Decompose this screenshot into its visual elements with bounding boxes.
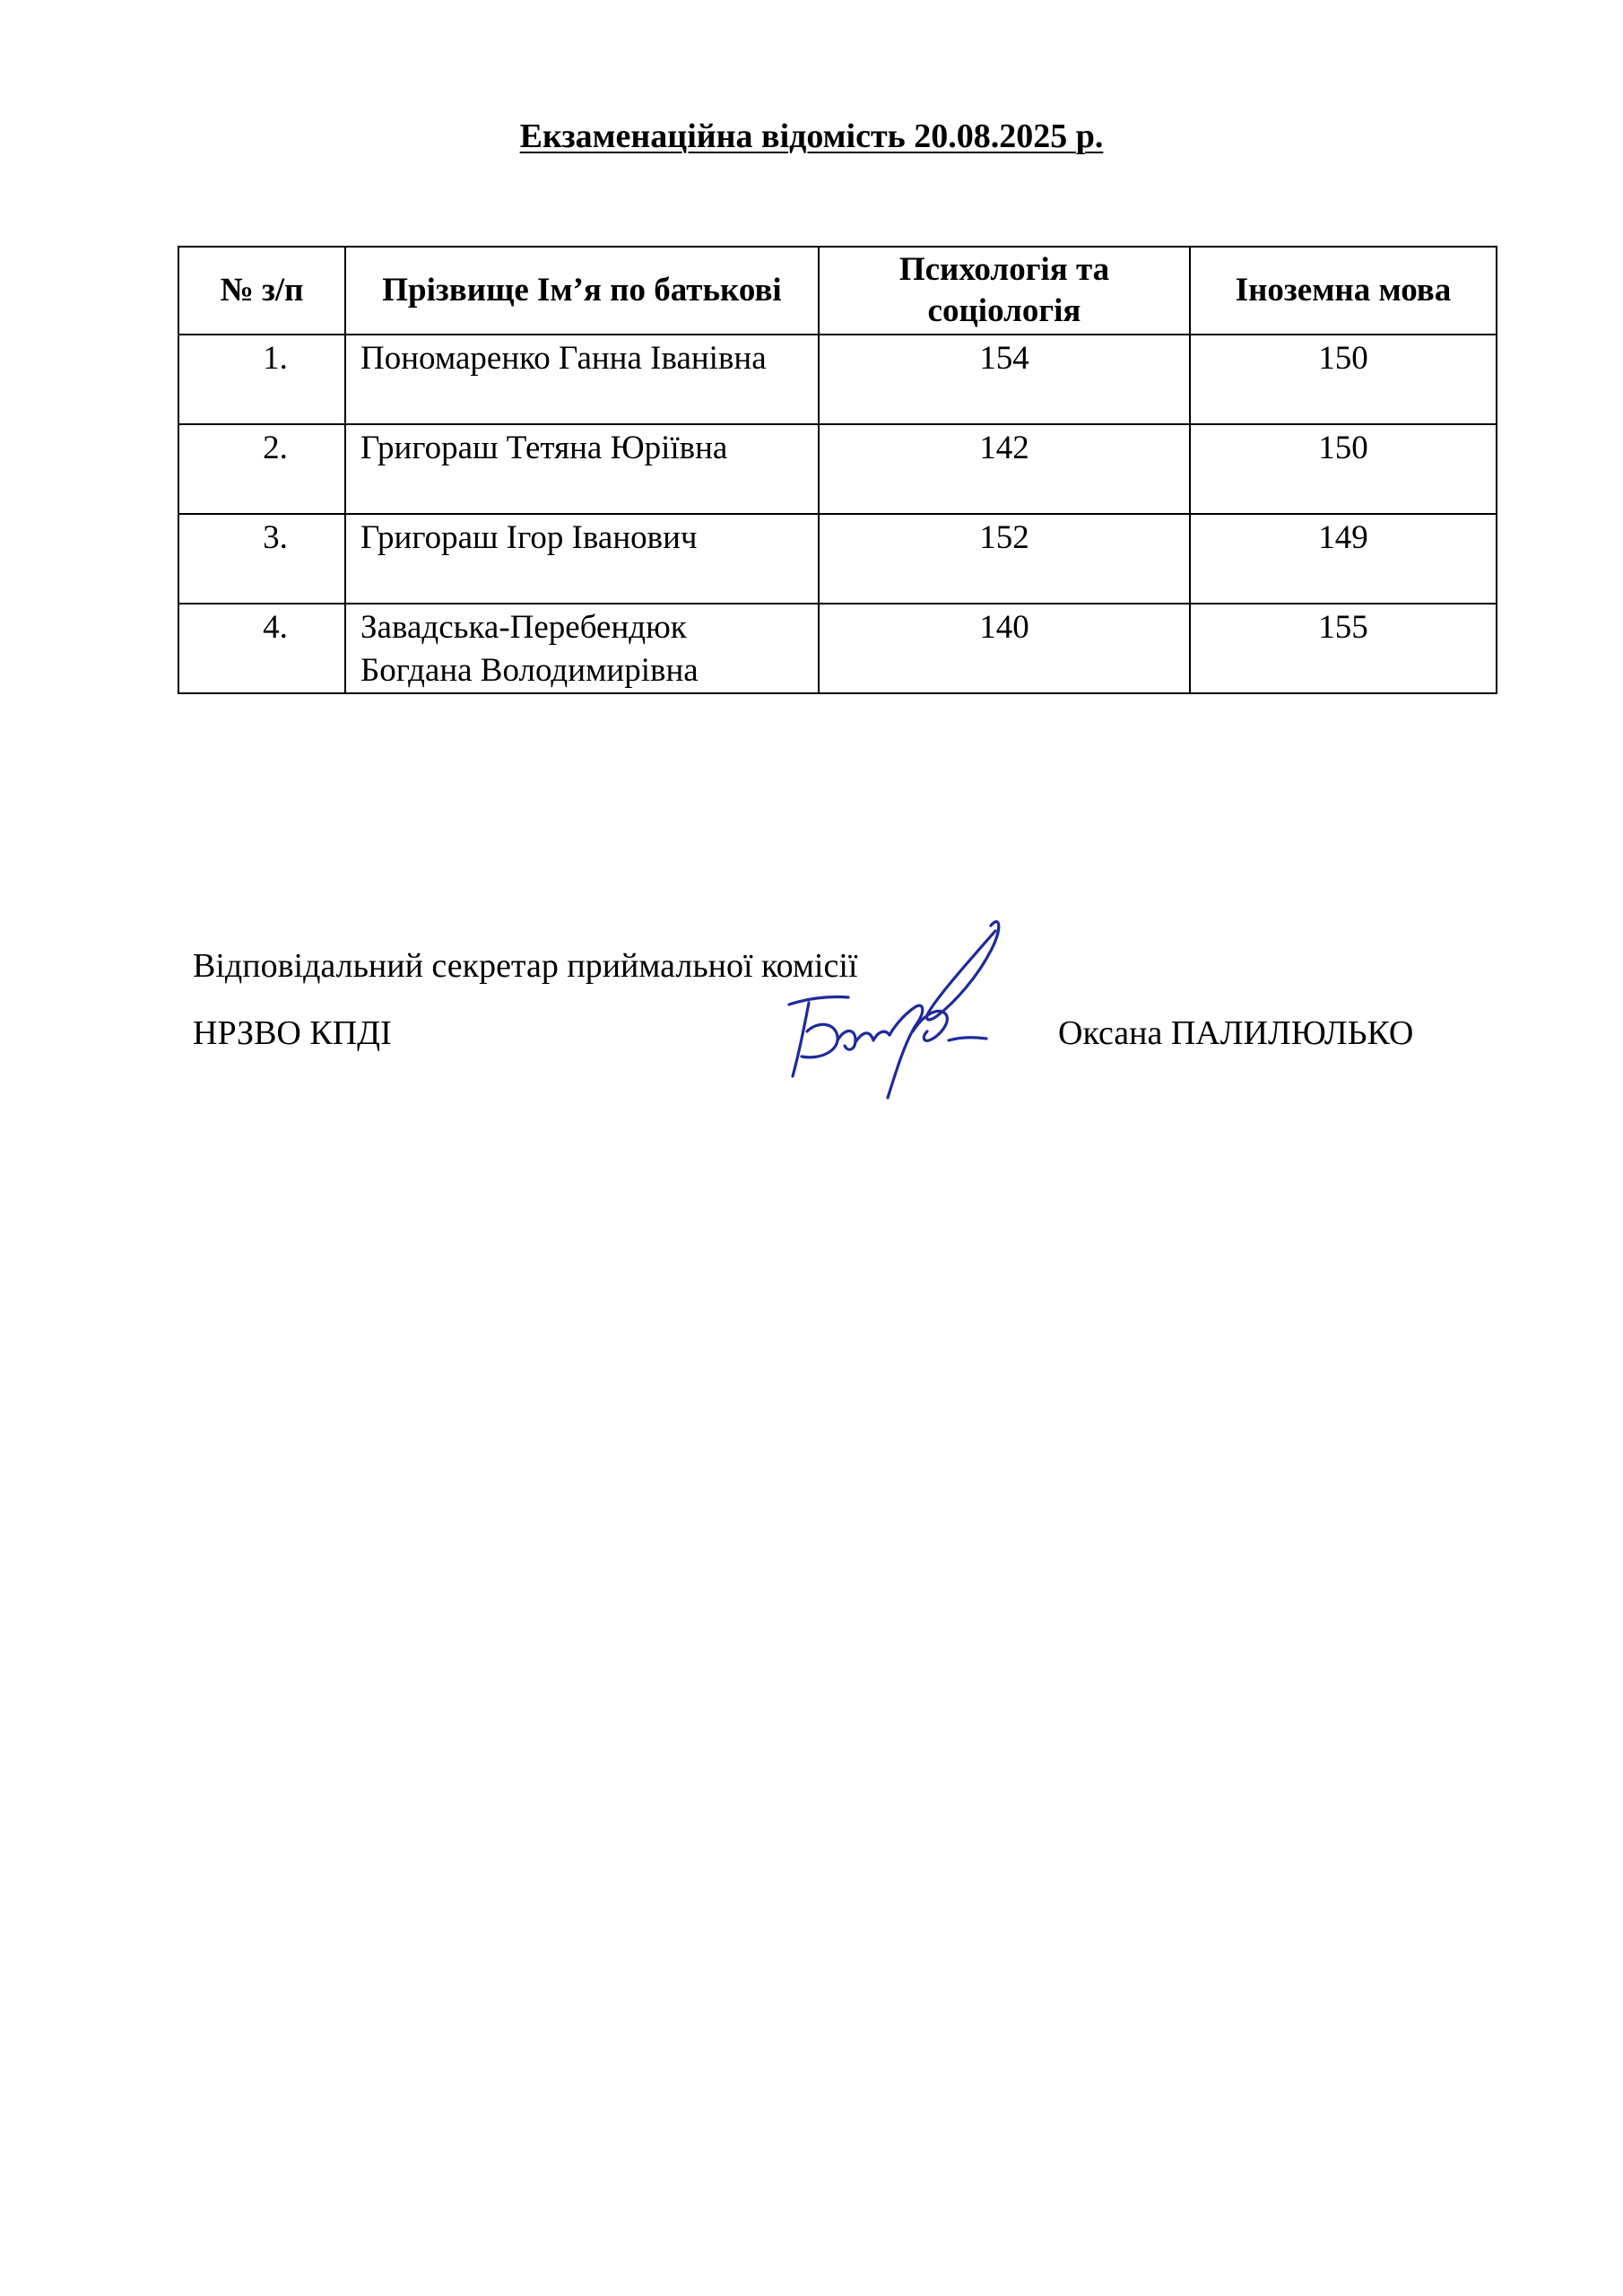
signer-name: Оксана ПАЛИЛЮЛЬКО <box>1058 1014 1414 1052</box>
psychology-score: 142 <box>819 424 1190 514</box>
header-number: № з/п <box>178 247 345 335</box>
psychology-score: 152 <box>819 514 1190 604</box>
student-name: Григораш Ігор Іванович <box>345 514 819 604</box>
header-language: Іноземна мова <box>1190 247 1497 335</box>
signature-stroke <box>913 1011 947 1040</box>
document-title: Екзаменаційна відомість 20.08.2025 р. <box>519 117 1104 155</box>
signature-stroke <box>789 996 848 1004</box>
exam-results-table <box>178 246 1497 694</box>
signer-position-line1: Відповідальний секретар приймальної комісії <box>193 947 858 985</box>
signature-stroke <box>802 1024 838 1057</box>
language-score: 149 <box>1190 514 1497 604</box>
signature-stroke <box>927 922 999 1020</box>
student-name: Григораш Тетяна Юріївна <box>345 424 819 514</box>
header-name: Прізвище Ім’я по батькові <box>345 247 819 335</box>
language-score: 155 <box>1190 604 1497 693</box>
psychology-score: 154 <box>819 335 1190 424</box>
table-row <box>178 604 1497 693</box>
table-row <box>178 424 1497 514</box>
row-number: 2. <box>263 430 288 466</box>
student-name: Завадська-Перебендюк Богдана Володимирівна <box>345 604 819 693</box>
signature-stroke <box>949 1038 986 1040</box>
language-score: 150 <box>1190 424 1497 514</box>
row-number: 1. <box>263 340 288 377</box>
table-row <box>178 335 1497 424</box>
handwritten-signature <box>762 906 1022 1112</box>
row-number-cell <box>178 335 345 424</box>
signature-stroke <box>888 1005 923 1098</box>
student-name: Пономаренко Ганна Іванівна <box>345 335 819 424</box>
signature-stroke <box>855 1031 890 1042</box>
table-header-row <box>178 247 1497 335</box>
row-number: 3. <box>263 519 288 556</box>
row-number-cell <box>178 514 345 604</box>
header-psychology: Психологія та соціологія <box>819 247 1190 335</box>
row-number: 4. <box>263 609 288 646</box>
signature-stroke <box>793 1003 809 1076</box>
table-row <box>178 514 1497 604</box>
row-number-cell <box>178 604 345 693</box>
row-number-cell <box>178 424 345 514</box>
signer-position-line2: НРЗВО КПДІ <box>193 1014 392 1052</box>
psychology-score: 140 <box>819 604 1190 693</box>
signature-stroke <box>838 1031 855 1050</box>
language-score: 150 <box>1190 335 1497 424</box>
